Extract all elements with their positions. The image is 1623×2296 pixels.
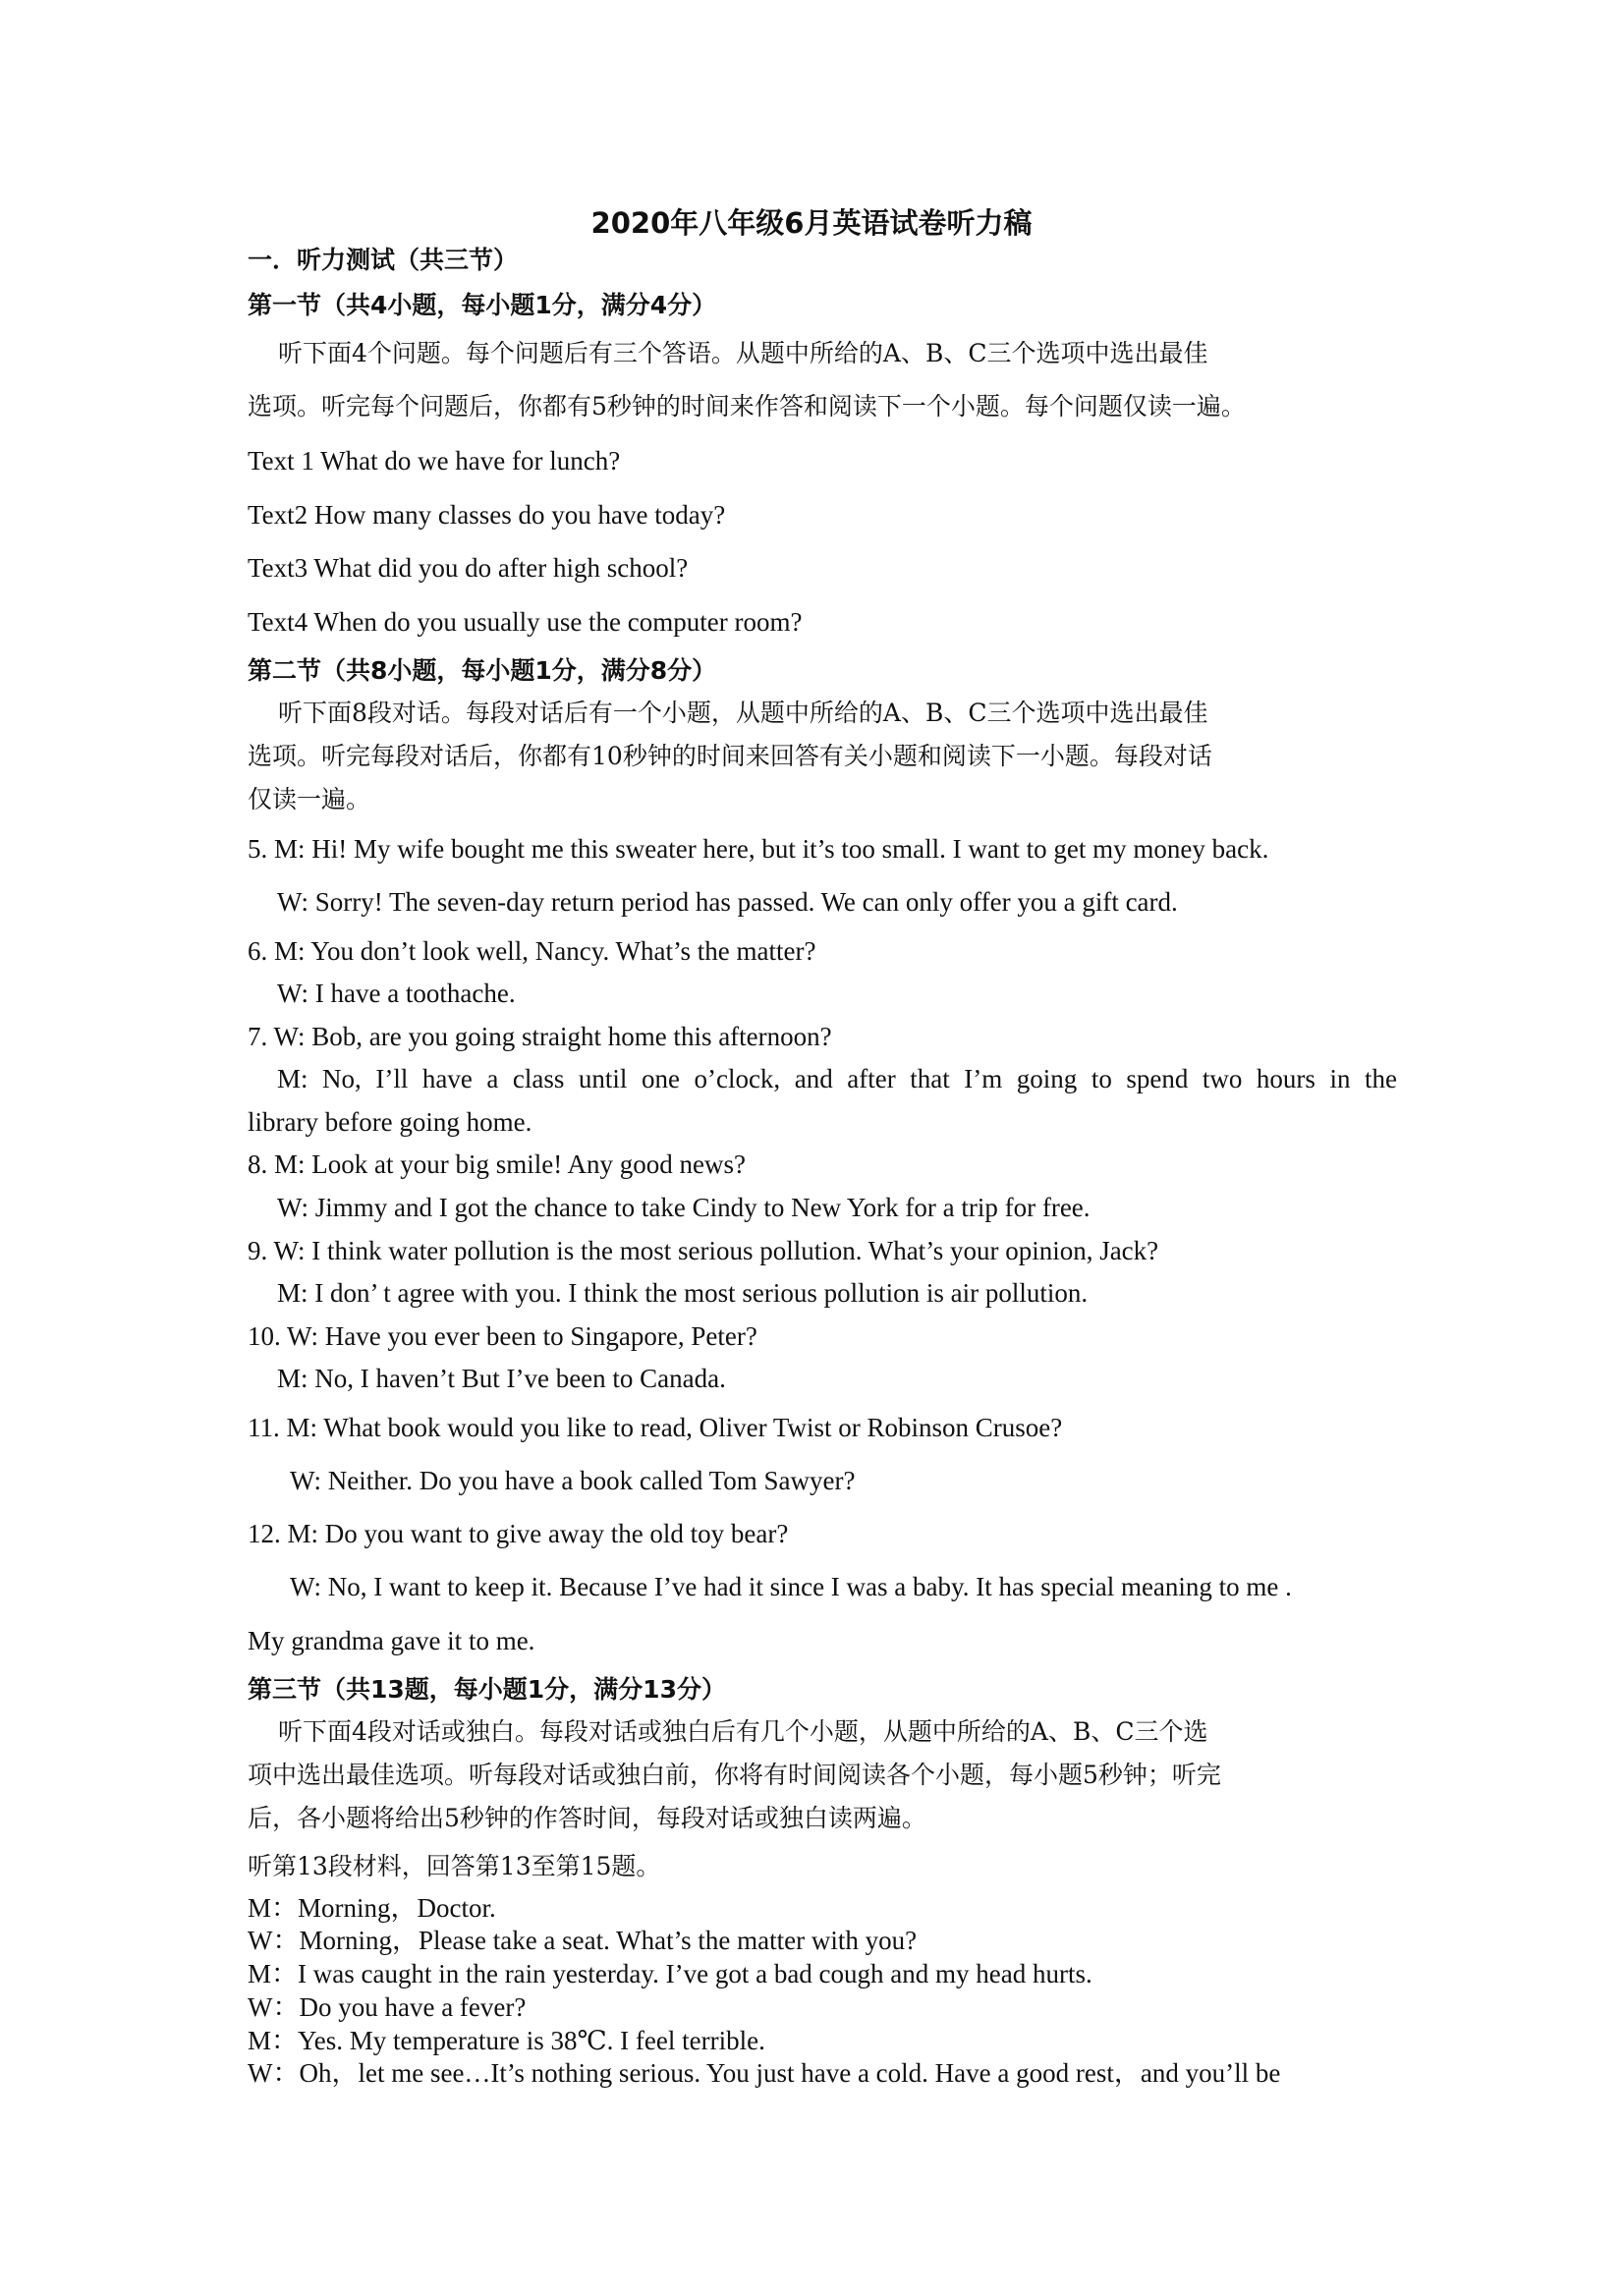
dialogue-line: 5. M: Hi! My wife bought me this sweater here, but it’s too small. I want to get my money back.: [248, 834, 1269, 864]
dialogue-line: M：Yes. My temperature is 38℃. I feel terrible.: [248, 2026, 765, 2055]
question-text: Text4 When do you usually use the computer room?: [248, 607, 803, 637]
question-text: Text 1 What do we have for lunch?: [248, 446, 621, 476]
dialogue-line: W: Sorry! The seven-day return period has passed. We can only offer you a gift card.: [277, 887, 1178, 917]
dialogue-line: W: No, I want to keep it. Because I’ve had it since I was a baby. It has special meaning to me .: [290, 1572, 1292, 1601]
section3-instruction-line: 后，各小题将给出5秒钟的作答时间，每段对话或独白读两遍。: [248, 1804, 926, 1832]
dialogue-line: W: Neither. Do you have a book called Tom Sawyer?: [290, 1466, 856, 1495]
dialogue-line: W：Oh，let me see…It’s nothing serious. You just have a cold. Have a good rest，and you’ll be: [248, 2058, 1281, 2088]
dialogue-line: 8. M: Look at your big smile! Any good news?: [248, 1149, 746, 1179]
section3-instruction-line: 听下面4段对话或独白。每段对话或独白后有几个小题，从题中所给的A、B、C三个选: [278, 1717, 1208, 1746]
dialogue-line: 6. M: You don’t look well, Nancy. What’s the matter?: [248, 936, 816, 966]
dialogue-line: M: I don’ t agree with you. I think the most serious pollution is air pollution.: [277, 1278, 1089, 1308]
dialogue-line: W: I have a toothache.: [277, 979, 516, 1008]
dialogue-line: 11. M: What book would you like to read, Oliver Twist or Robinson Crusoe?: [248, 1413, 1063, 1442]
dialogue-line: My grandma gave it to me.: [248, 1626, 535, 1655]
section2-instruction-line: 听下面8段对话。每段对话后有一个小题，从题中所给的A、B、C三个选项中选出最佳: [278, 699, 1208, 727]
section3-instruction-line: 项中选出最佳选项。听每段对话或独白前，你将有时间阅读各个小题，每小题5秒钟；听完: [248, 1761, 1221, 1789]
dialogue-line: 12. M: Do you want to give away the old toy bear?: [248, 1519, 789, 1548]
section2-heading: 第二节（共8小题，每小题1分，满分8分）: [248, 656, 717, 685]
section1-heading: 第一节（共4小题，每小题1分，满分4分）: [248, 291, 717, 319]
dialogue-line: 9. W: I think water pollution is the most serious pollution. What’s your opinion, Jack?: [248, 1236, 1159, 1265]
dialogue-line: library before going home.: [248, 1107, 532, 1137]
material-intro: 听第13段材料，回答第13至第15题。: [248, 1852, 661, 1880]
part-heading: 一．听力测试（共三节）: [248, 246, 519, 274]
section1-instruction-line: 选项。听完每个问题后，你都有5秒钟的时间来作答和阅读下一个小题。每个问题仅读一遍。: [248, 392, 1246, 420]
section3-heading: 第三节（共13题，每小题1分，满分13分）: [248, 1675, 726, 1704]
question-text: Text3 What did you do after high school?: [248, 553, 689, 583]
section2-instruction-line: 仅读一遍。: [248, 785, 371, 813]
section1-instruction-line: 听下面4个问题。每个问题后有三个答语。从题中所给的A、B、C三个选项中选出最佳: [278, 339, 1208, 367]
dialogue-line: M: No, I’ll have a class until one o’clock, and after that I’m going to spend two hours in the: [277, 1064, 1397, 1093]
dialogue-line: W: Jimmy and I got the chance to take Cindy to New York for a trip for free.: [277, 1193, 1091, 1222]
dialogue-line: M：I was caught in the rain yesterday. I’ve got a bad cough and my head hurts.: [248, 1959, 1092, 1988]
dialogue-line: M: No, I haven’t But I’ve been to Canada.: [277, 1364, 726, 1393]
question-text: Text2 How many classes do you have today?: [248, 500, 726, 530]
page-title: 2020年八年级6月英语试卷听力稿: [590, 206, 1033, 240]
dialogue-line: M：Morning，Doctor.: [248, 1893, 496, 1923]
section2-instruction-line: 选项。听完每段对话后，你都有10秒钟的时间来回答有关小题和阅读下一小题。每段对话: [248, 742, 1212, 770]
dialogue-line: 10. W: Have you ever been to Singapore, Peter?: [248, 1321, 757, 1351]
dialogue-line: W：Do you have a fever?: [248, 1992, 527, 2022]
dialogue-line: W：Morning，Please take a seat. What’s the matter with you?: [248, 1926, 918, 1955]
dialogue-line: 7. W: Bob, are you going straight home this afternoon?: [248, 1022, 832, 1051]
